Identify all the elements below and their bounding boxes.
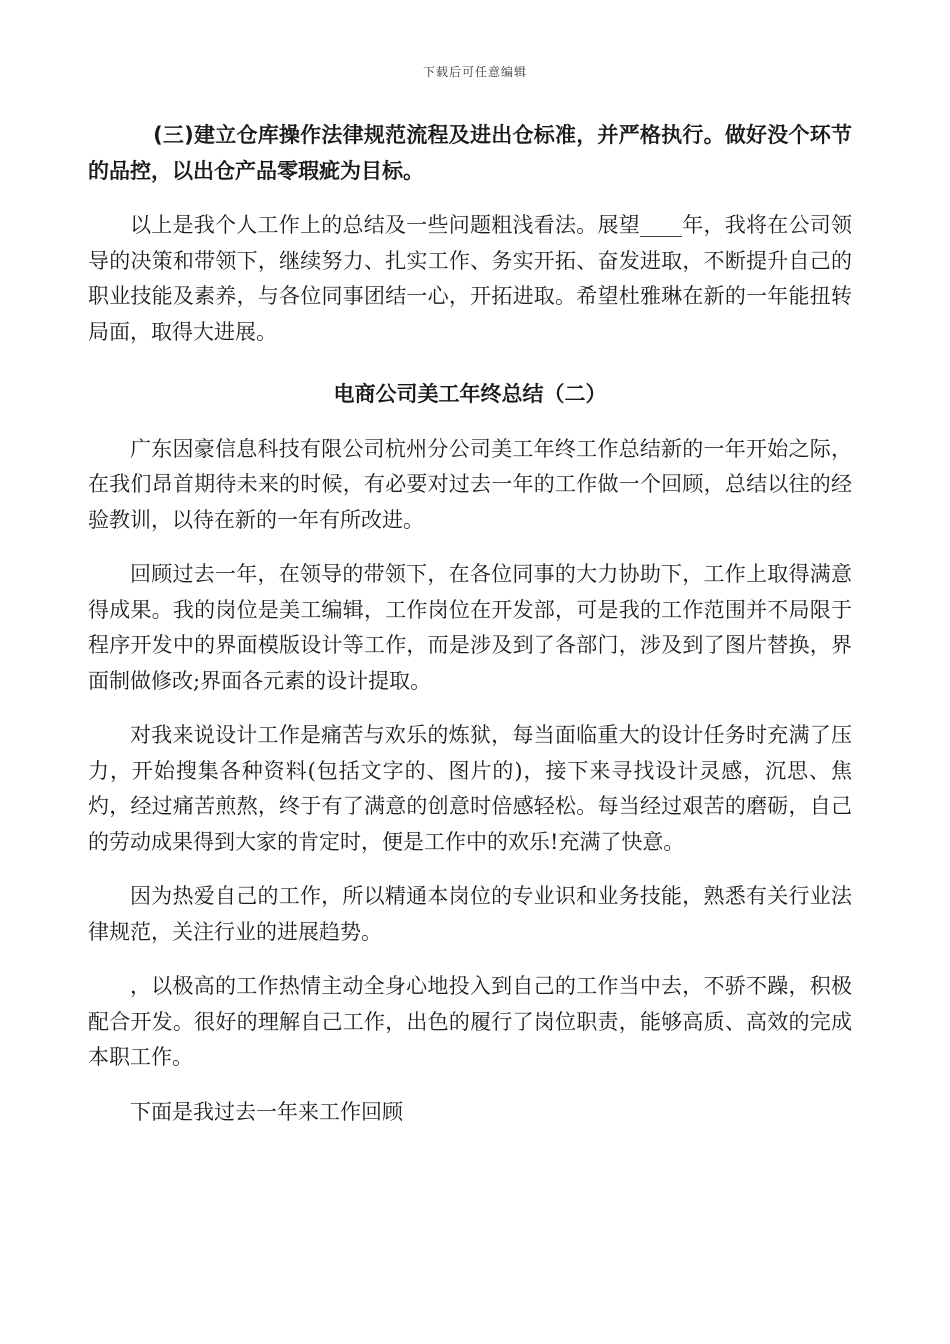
paragraph-enthusiasm: ，以极高的工作热情主动全身心地投入到自己的工作当中去，不骄不躁，积极配合开发。很好的理解自己工作，出色的履行了岗位职责，能够高质、高效的完成本职工作。 [88,974,852,1069]
paragraph-summary-outlook: 以上是我个人工作上的总结及一些问题粗浅看法。展望____年，我将在公司领导的决策和带领下，继续努力、扎实工作、务实开拓、奋发进取，不断提升自己的职业技能及素养，与各位同事团结一心，开拓进取。希望杜雅琳在新的一年能扭转局面，取得大进展。 [88,213,852,344]
paragraph-love-work: 因为热爱自己的工作，所以精通本岗位的专业识和业务技能，熟悉有关行业法律规范，关注行业的进展趋势。 [88,884,852,944]
paragraph-review-intro: 下面是我过去一年来工作回顾 [130,1099,403,1124]
section-heading: 电商公司美工年终总结（二） [333,382,607,406]
document-body [88,118,852,1130]
paragraph-section-three: (三)建立仓库操作法律规范流程及进出仓标准，并严格执行。做好没个环节的品控，以出仓产品零瑕疵为目标。 [88,123,852,183]
paragraph-design-work: 对我来说设计工作是痛苦与欢乐的炼狱，每当面临重大的设计任务时充满了压力，开始搜集各种资料(包括文字的、图片的)，接下来寻找设计灵感，沉思、焦灼，经过痛苦煎熬，终于有了满意的创意时倍感轻松。每当经过艰苦的磨砺，自己的劳动成果得到大家的肯定时，便是工作中的欢乐!充满了快意。 [88,723,852,854]
paragraph-intro: 广东因豪信息科技有限公司杭州分公司美工年终工作总结新的一年开始之际，在我们昂首期待未来的时候，有必要对过去一年的工作做一个回顾，总结以往的经验教训，以待在新的一年有所改进。 [88,436,852,532]
header-note: 下载后可任意编辑 [422,65,527,79]
paragraph-review: 回顾过去一年，在领导的带领下，在各位同事的大力协助下，工作上取得满意得成果。我的岗位是美工编辑，工作岗位在开发部，可是我的工作范围并不局限于程序开发中的界面模版设计等工作，而是涉及到了各部门，涉及到了图片替换，界面制做修改;界面各元素的设计提取。 [88,562,852,693]
